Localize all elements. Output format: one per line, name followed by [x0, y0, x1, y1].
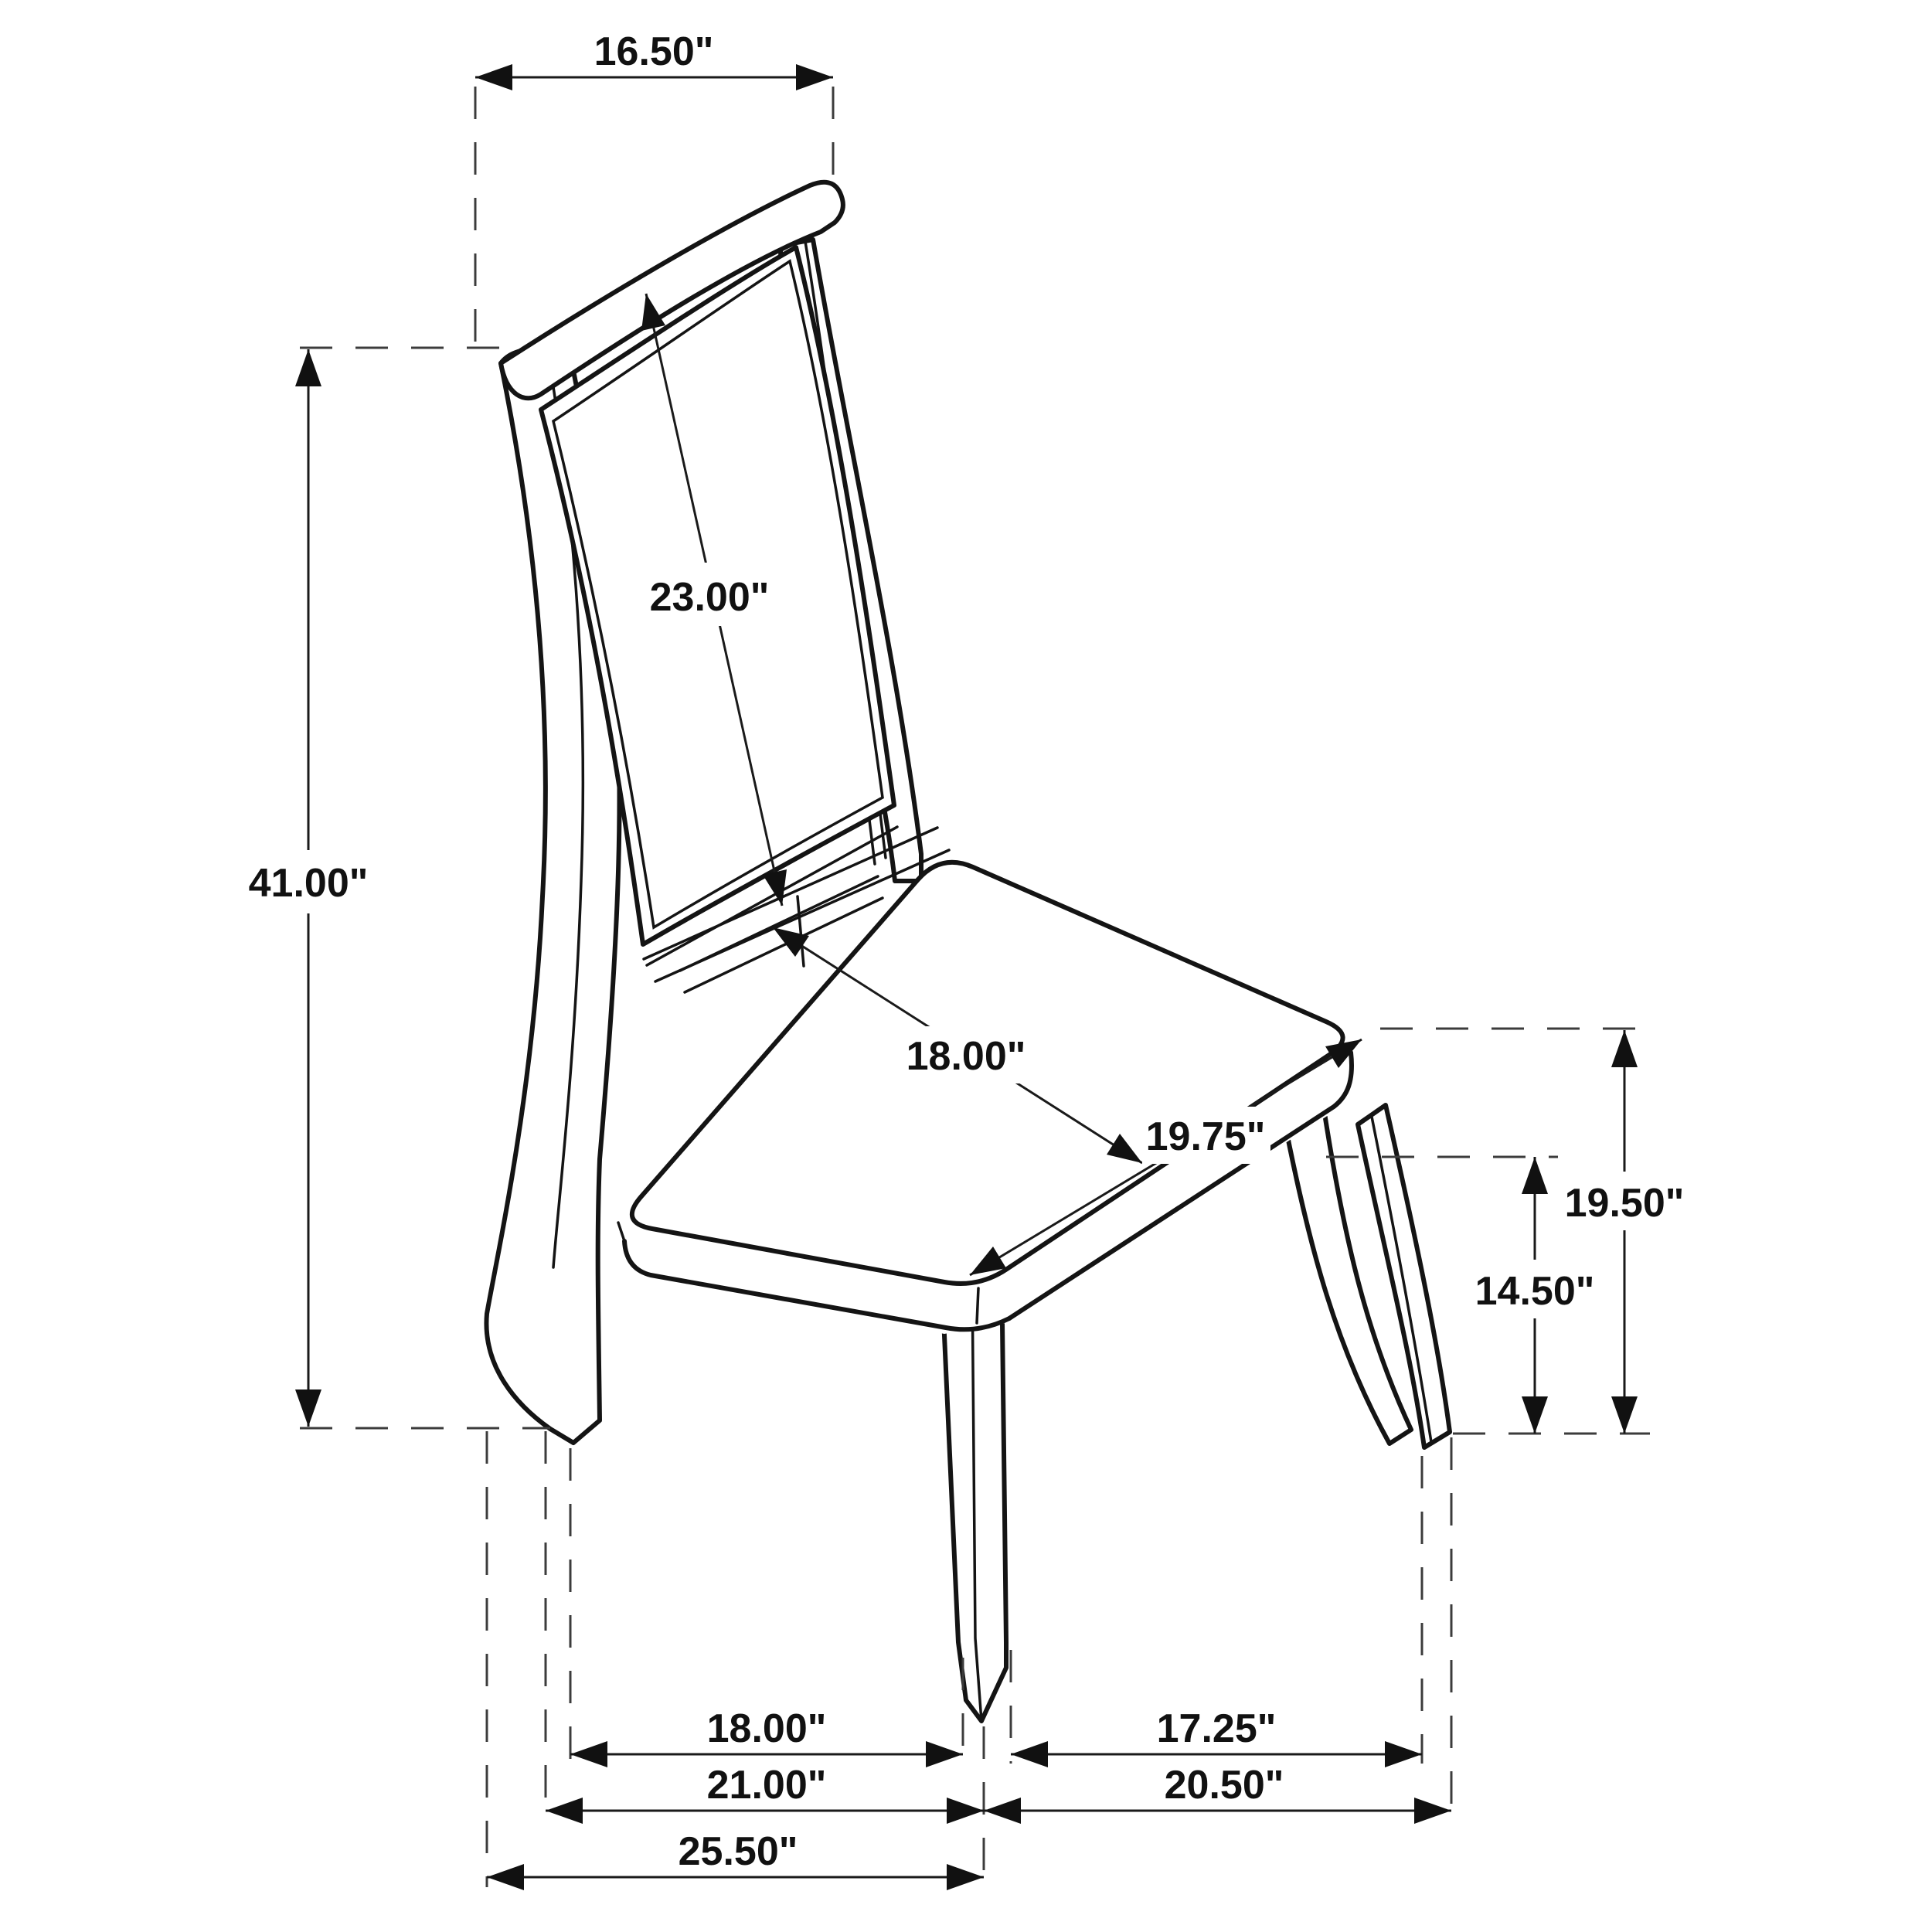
dim-base-overall [487, 1829, 984, 1890]
dim-label-base-inner-left: 18.00" [706, 1706, 827, 1751]
chair-drawing [486, 182, 1450, 1721]
dim-label-apron-to-floor: 14.50" [1475, 1269, 1595, 1314]
dim-label-seat-depth-diagonal: 18.00" [906, 1034, 1026, 1079]
dim-label-overall-height: 41.00" [248, 861, 369, 906]
dim-base-inner-left [570, 1706, 963, 1767]
dim-base-mid-left [546, 1763, 984, 1824]
dim-label-back-panel-diagonal: 23.00" [649, 575, 770, 620]
dim-base-inner-right [1011, 1706, 1422, 1767]
dim-label-seat-width-diagonal: 19.75" [1145, 1114, 1266, 1159]
dim-seat-height [1560, 1030, 1689, 1434]
dim-overall-height [249, 349, 369, 1427]
dim-label-back-top-width: 16.50" [594, 29, 714, 74]
dim-label-seat-height: 19.50" [1564, 1181, 1685, 1226]
dim-label-base-mid-right: 20.50" [1164, 1763, 1284, 1808]
dim-label-base-mid-left: 21.00" [706, 1763, 827, 1808]
dim-label-base-inner-right: 17.25" [1156, 1706, 1277, 1751]
dim-back-top-width [475, 29, 833, 90]
dim-label-base-overall: 25.50" [678, 1829, 798, 1874]
dim-base-mid-right [984, 1763, 1451, 1824]
